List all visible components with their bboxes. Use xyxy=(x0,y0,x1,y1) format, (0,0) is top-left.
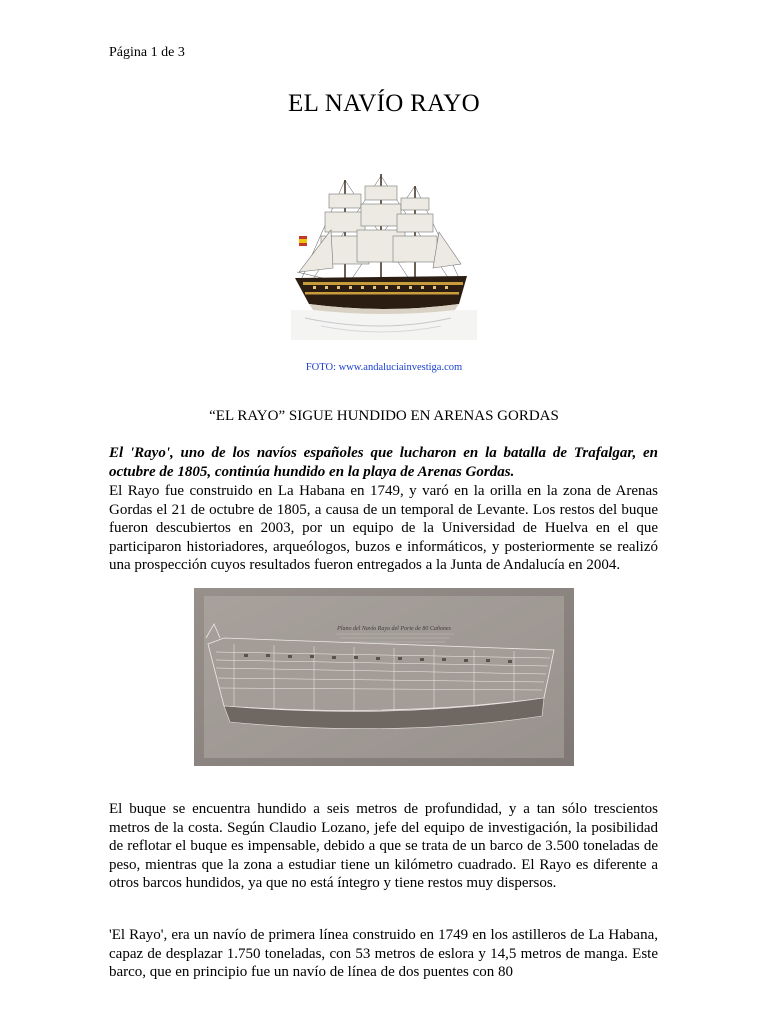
lead-paragraph: El 'Rayo', uno de los navíos españoles que lucharon en la batalla de Trafalgar, en octubre de 1805, continúa hundido en la playa de Arenas Gordas. xyxy=(109,445,658,480)
body-paragraph-3: 'El Rayo', era un navío de primera línea construido en 1749 en los astilleros de La Habana, capaz de desplazar 1.750 toneladas, con 53 metros de eslora y 14,5 metros de manga. Este barco, que en principio fue un navío de línea de dos puentes con 80 xyxy=(109,927,658,981)
document-title: EL NAVÍO RAYO xyxy=(288,90,480,117)
body-paragraph-2: El buque se encuentra hundido a seis metros de profundidad, y a tan sólo trescientos metros de la costa. Según Claudio Lozano, jefe del equipo de investigación, la posibilidad de reflotar el buque es impensable, debido a que se trata de un barco de 3.500 toneladas de peso, mientras que la zona a estudiar tiene un kilómetro cuadrado. El Rayo es diferente a otros barcos hundidos, ya que no está íntegro y tiene restos muy dispersos. xyxy=(109,801,658,892)
photo-caption: FOTO: www.andaluciainvestiga.com xyxy=(305,362,463,373)
page-number-header: Página 1 de 3 xyxy=(109,45,185,60)
section-heading: “EL RAYO” SIGUE HUNDIDO EN ARENAS GORDAS xyxy=(209,408,559,424)
ship-illustration xyxy=(291,172,477,340)
plan-inscription: Plano del Navío Rayo del Porte de 80 Cañones xyxy=(337,626,451,632)
body-paragraph-1: El Rayo fue construido en La Habana en 1749, y varó en la orilla en la zona de Arenas Gordas el 21 de octubre de 1805, a causa de un temporal de Levante. Los restos del buque fueron descubiertos en 2003, por un equipo de la Universidad de Huelva en el que participaron historiadores, arqueólogos, buzos e informáticos, y posteriormente se realizó una prospección cuyos resultados fueron entregados a la Junta de Andalucía en 2004. xyxy=(109,483,658,574)
ship-plan-drawing xyxy=(194,588,574,766)
